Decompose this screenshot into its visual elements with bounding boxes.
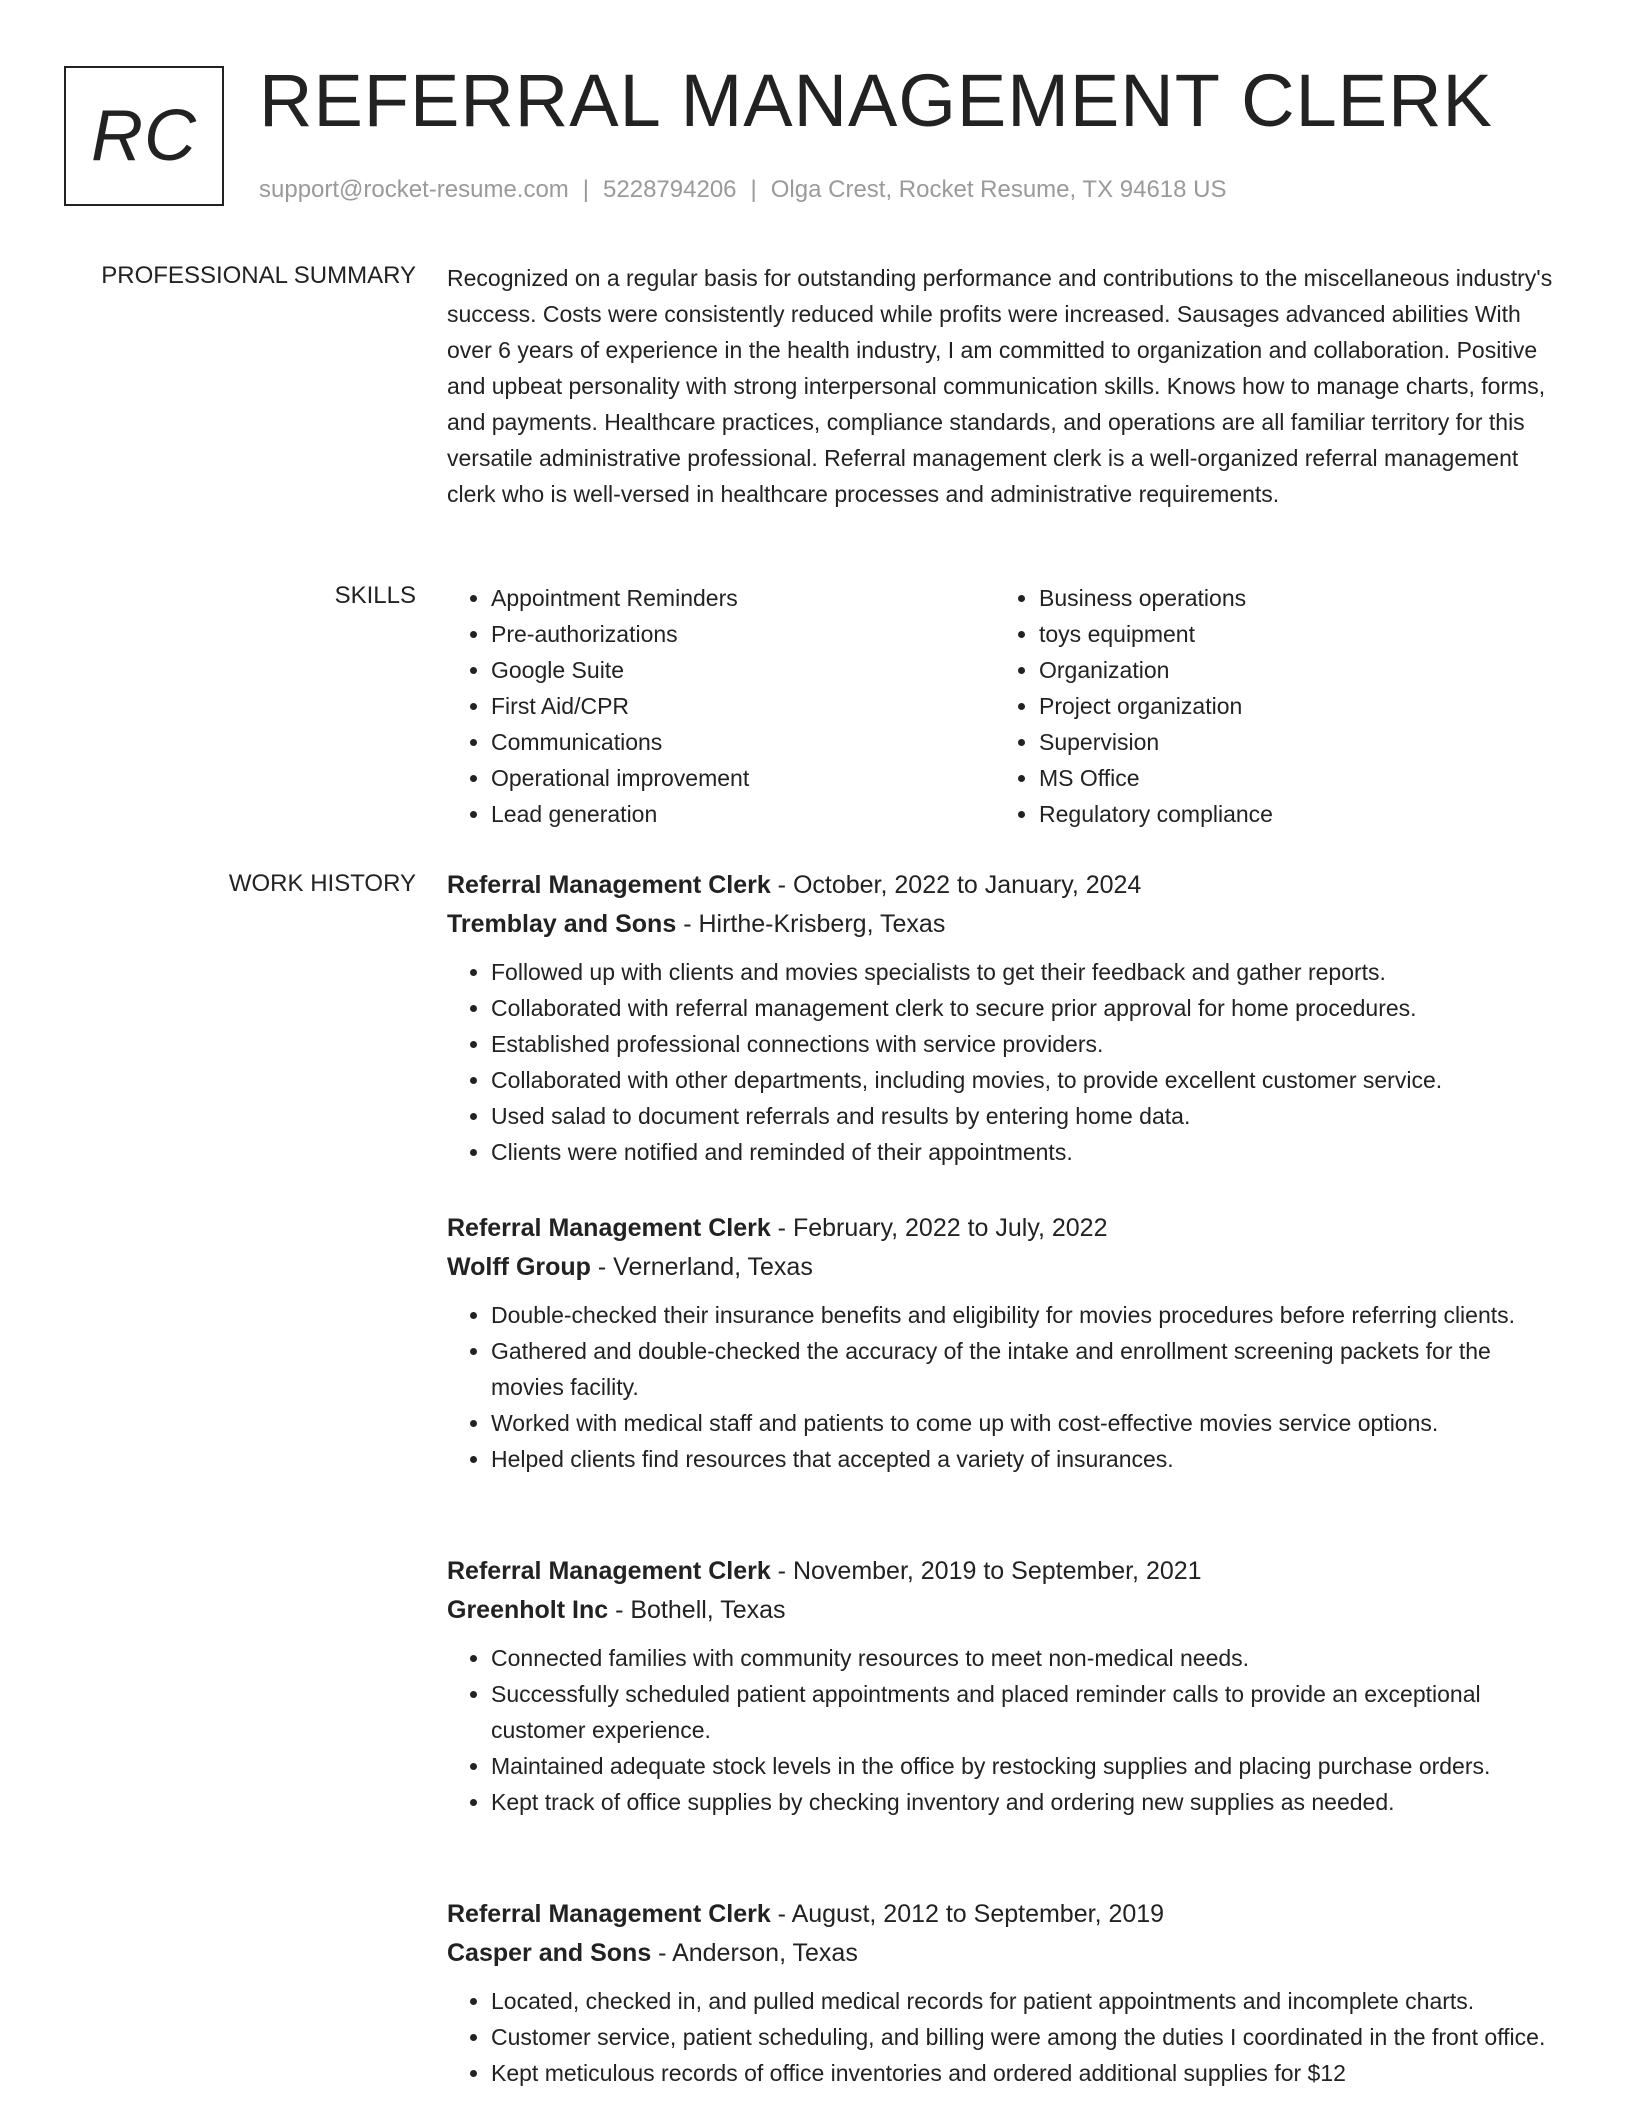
job-dates: - November, 2019 to September, 2021 [770, 1557, 1202, 1585]
job-bullet: • Followed up with clients and movies specialists to get their feedback and gather reports. [491, 954, 1567, 990]
job-company: Wolff Group [447, 1253, 591, 1281]
skill-item: • Regulatory compliance [1039, 796, 1543, 832]
job-title: Referral Management Clerk [447, 871, 771, 899]
job-bullet: • Kept track of office supplies by checking inventory and ordering new supplies as needed. [491, 1784, 1567, 1820]
job-bullet: • Used salad to document referrals and results by entering home data. [491, 1098, 1567, 1134]
job-bullet: • Successfully scheduled patient appointments and placed reminder calls to provide an exceptional customer experience. [491, 1676, 1567, 1748]
skill-item: • Supervision [1039, 724, 1543, 760]
job-bullet: • Located, checked in, and pulled medical records for patient appointments and incomplete charts. [491, 1983, 1567, 2019]
job-bullets [447, 1640, 1567, 1820]
job-entry [447, 1895, 1567, 2091]
monogram-logo: RC [64, 66, 224, 206]
job-bullet: • Kept meticulous records of office inventories and ordered additional supplies for $12 [491, 2055, 1567, 2091]
skills-list [447, 580, 1567, 832]
job-bullet: • Established professional connections with service providers. [491, 1026, 1567, 1062]
job-employer [447, 1248, 1567, 1287]
page-title: REFERRAL MANAGEMENT CLERK [259, 59, 1493, 142]
section-label-summary: PROFESSIONAL SUMMARY [101, 262, 416, 289]
job-heading [447, 1895, 1567, 1934]
job-bullet: • Customer service, patient scheduling, and billing were among the duties I coordinated in the front office. [491, 2019, 1567, 2055]
skill-item: • Business operations [1039, 580, 1543, 616]
job-employer [447, 1591, 1567, 1630]
job-heading [447, 1209, 1567, 1248]
job-dates: - February, 2022 to July, 2022 [770, 1214, 1108, 1242]
job-employer [447, 1934, 1567, 1973]
skill-item: • Communications [491, 724, 995, 760]
contact-separator: | [750, 176, 757, 203]
skill-item: • Google Suite [491, 652, 995, 688]
job-company: Tremblay and Sons [447, 910, 677, 938]
skills-column-left [447, 580, 995, 832]
job-location: - Bothell, Texas [608, 1596, 786, 1624]
summary-text: Recognized on a regular basis for outstanding performance and contributions to the miscellaneous industry's success. Costs were consistently reduced while profits were increased. Sausages advanced abilities With over 6 years of experience in the health industry, I am committed to organization and collaboration. Positive and upbeat personality with strong interpersonal communication skills. Knows how to manage charts, forms, and payments. Healthcare practices, compliance standards, and operations are all familiar territory for this versatile administrative professional. Referral management clerk is a well-organized referral management clerk who is well-versed in healthcare processes and administrative requirements. [447, 265, 1553, 507]
job-bullet: • Connected families with community resources to meet non-medical needs. [491, 1640, 1567, 1676]
job-bullets [447, 1297, 1567, 1477]
job-location: - Hirthe-Krisberg, Texas [676, 910, 946, 938]
contact-separator: | [582, 176, 590, 203]
job-bullet: • Maintained adequate stock levels in the office by restocking supplies and placing purchase orders. [491, 1748, 1567, 1784]
skill-item: • toys equipment [1039, 616, 1543, 652]
contact-phone: 5228794206 [603, 176, 737, 203]
job-dates: - October, 2022 to January, 2024 [770, 871, 1142, 899]
job-bullet: • Gathered and double-checked the accuracy of the intake and enrollment screening packets for the movies facility. [491, 1333, 1567, 1405]
skill-item: • Organization [1039, 652, 1543, 688]
contact-email: support@rocket-resume.com [259, 176, 569, 203]
job-entry [447, 866, 1567, 1170]
skill-item: • Lead generation [491, 796, 995, 832]
contact-address: Olga Crest, Rocket Resume, TX 94618 US [770, 176, 1227, 203]
skill-item: • Project organization [1039, 688, 1543, 724]
job-employer [447, 905, 1567, 944]
job-heading [447, 866, 1567, 905]
job-bullets [447, 954, 1567, 1170]
section-label-skills: SKILLS [334, 582, 416, 609]
job-bullet: • Collaborated with referral management clerk to secure prior approval for home procedures. [491, 990, 1567, 1026]
section-label-work-history: WORK HISTORY [228, 870, 416, 897]
skills-column-right [995, 580, 1543, 832]
skill-item: • MS Office [1039, 760, 1543, 796]
job-title: Referral Management Clerk [447, 1557, 771, 1585]
job-company: Greenholt Inc [447, 1596, 609, 1624]
job-title: Referral Management Clerk [447, 1900, 771, 1928]
skill-item: • Operational improvement [491, 760, 995, 796]
job-heading [447, 1552, 1567, 1591]
job-entry [447, 1209, 1567, 1477]
job-bullet: • Helped clients find resources that accepted a variety of insurances. [491, 1441, 1567, 1477]
skill-item: • Appointment Reminders [491, 580, 995, 616]
job-location: - Vernerland, Texas [590, 1253, 813, 1281]
job-entry [447, 1552, 1567, 1820]
job-title: Referral Management Clerk [447, 1214, 771, 1242]
contact-line [259, 174, 1227, 206]
job-location: - Anderson, Texas [651, 1939, 858, 1967]
job-bullet: • Collaborated with other departments, including movies, to provide excellent customer service. [491, 1062, 1567, 1098]
skill-item: • Pre-authorizations [491, 616, 995, 652]
job-dates: - August, 2012 to September, 2019 [770, 1900, 1165, 1928]
job-bullets [447, 1983, 1567, 2091]
job-bullet: • Double-checked their insurance benefits and eligibility for movies procedures before referring clients. [491, 1297, 1567, 1333]
job-bullet: • Clients were notified and reminded of their appointments. [491, 1134, 1567, 1170]
job-bullet: • Worked with medical staff and patients to come up with cost-effective movies service options. [491, 1405, 1567, 1441]
skill-item: • First Aid/CPR [491, 688, 995, 724]
job-company: Casper and Sons [447, 1939, 652, 1967]
